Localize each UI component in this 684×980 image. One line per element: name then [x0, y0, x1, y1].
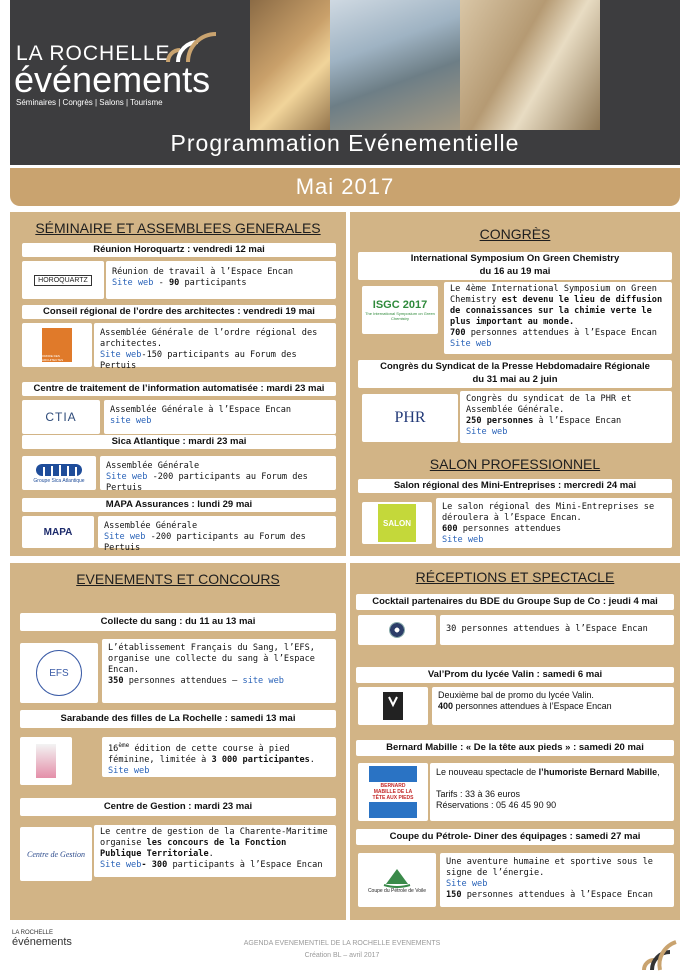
banner-photo-stone-columns [460, 0, 600, 130]
receptions-title: RÉCEPTIONS ET SPECTACLE [415, 569, 615, 585]
site-web-link[interactable]: Site web [442, 535, 484, 545]
bernard-mabille-poster: BERNARD MABILLE DE LA TÊTE AUX PIEDS [358, 763, 428, 821]
footer-logo [12, 930, 92, 970]
header-banner [10, 0, 680, 165]
event-header: Collecte du sang : du 11 au 13 mai [20, 613, 336, 631]
site-web-link[interactable]: Site web [100, 860, 142, 870]
event-header: Salon régional des Mini-Entreprises : mercredi 24 mai [358, 479, 672, 493]
event-description: Assemblée Générale Site web -200 participants au Forum des Pertuis [100, 456, 336, 490]
event-description: Le salon régional des Mini-Entreprises se déroulera à l’Espace Encan. 600 personnes attendues Site web [436, 498, 672, 548]
event-header: Congrès du Syndicat de la Presse Hebdomadaire Régionale du 31 mai au 2 juin [358, 360, 672, 388]
efs-logo: EFS [20, 643, 98, 703]
ctia-logo: CTIA [22, 400, 100, 434]
footer-arcs-icon [638, 928, 678, 974]
site-web-link[interactable]: site web [242, 676, 284, 686]
evenements-title: EVENEMENTS ET CONCOURS [76, 571, 280, 587]
site-web-link[interactable]: Site web [466, 427, 508, 437]
salon-title: SALON PROFESSIONNEL [429, 456, 601, 472]
event-description: Congrès du syndicat de la PHR et Assemblée Générale. 250 personnes à l’Espace Encan Site web [460, 391, 672, 443]
horoquartz-logo: HOROQUARTZ [22, 261, 104, 299]
sica-logo: Groupe Sica Atlantique [22, 456, 96, 490]
coupe-petrole-logo: Coupe du Pétrole de Voile [358, 853, 436, 907]
sarabande-logo [20, 737, 72, 785]
salon-logo: SALON [362, 502, 432, 544]
seminaires-panel [10, 212, 346, 556]
footer-logo-line2: événements [12, 936, 72, 948]
architectes-logo: ORDRE DES ARCHITECTES [22, 323, 92, 367]
event-description: Le centre de gestion de la Charente-Maritime organise les concours de la Fonction Publique Territoriale. Site web- 300 participants à l’Espace Encan [94, 825, 336, 877]
event-description: Deuxième bal de promo du lycée Valin. 400 personnes attendues à l’Espace Encan [432, 687, 674, 725]
brand-arcs-icon [160, 22, 220, 72]
month-label: Mai 2017 [295, 174, 395, 199]
seminaires-title: SÉMINAIRE ET ASSEMBLEES GENERALES [35, 220, 321, 236]
event-header: Coupe du Pétrole- Diner des équipages : samedi 27 mai [356, 829, 674, 845]
event-header: Sica Atlantique : mardi 23 mai [22, 435, 336, 449]
congres-title: CONGRÈS [479, 226, 551, 242]
site-web-link[interactable]: Site web [104, 532, 146, 542]
mapa-logo: MAPA [22, 516, 94, 548]
site-web-link[interactable]: Site web [112, 278, 154, 288]
page-title: Programmation Evénementielle [170, 130, 520, 156]
footer-agenda: AGENDA EVENEMENTIEL DE LA ROCHELLE EVENEMENTS [243, 940, 441, 947]
centre-gestion-logo: Centre de Gestion [20, 827, 92, 881]
month-bar [10, 168, 680, 206]
event-description: Assemblée Générale de l’ordre régional des architectes. Site web-150 participants au Forum des Pertuis [94, 323, 336, 367]
phr-logo: PHR [362, 394, 458, 442]
event-header: Centre de traitement de l’information automatisée : mardi 23 mai [22, 382, 336, 396]
event-description: Une aventure humaine et sportive sous le signe de l’énergie. Site web 150 personnes attendues à l’Espace Encan [440, 853, 674, 907]
event-description: Réunion de travail à l’Espace Encan Site web - 90 participants [106, 261, 336, 299]
evenements-panel [10, 563, 346, 920]
brand-line2: événements [14, 59, 211, 100]
event-description: 30 personnes attendues à l’Espace Encan [440, 615, 674, 645]
event-header: Bernard Mabille : « De la tête aux pieds » : samedi 20 mai [356, 740, 674, 756]
banner-photo-harbour [330, 0, 465, 130]
brand-line1: LA ROCHELLE [16, 42, 171, 65]
event-description: Le nouveau spectacle de l’humoriste Bernard Mabille, Tarifs : 33 à 36 euros Réservations : 05 46 45 90 90 [430, 763, 674, 821]
event-description: Le 4ème International Symposium on Green Chemistry est devenu le lieu de diffusion de connaissances sur la chimie verte le plus important au monde. 700 personnes attendues à l’Espace Encan Site web [444, 282, 672, 354]
event-header: Cocktail partenaires du BDE du Groupe Sup de Co : jeudi 4 mai [356, 594, 674, 610]
site-web-link[interactable]: Site web [446, 879, 488, 889]
event-header: Sarabande des filles de La Rochelle : samedi 13 mai [20, 710, 336, 728]
event-header: International Symposium On Green Chemistry du 16 au 19 mai [358, 252, 672, 280]
congres-panel [350, 212, 680, 556]
site-web-link[interactable]: Site web [100, 350, 142, 360]
event-description: L’établissement Français du Sang, l’EFS, organise une collecte du sang à l’Espace Encan. 350 personnes attendues – site web [102, 639, 336, 703]
receptions-panel [350, 563, 680, 920]
footer-credit: Création BL – avril 2017 [304, 952, 380, 959]
isgc-logo: ISGC 2017 The International Symposium on Green Chemistry [362, 286, 438, 334]
site-web-link[interactable]: Site web [108, 765, 150, 776]
event-header: Conseil régional de l’ordre des architectes : vendredi 19 mai [22, 305, 336, 319]
event-header: MAPA Assurances : lundi 29 mai [22, 498, 336, 512]
site-web-link[interactable]: site web [110, 416, 152, 426]
event-header: Réunion Horoquartz : vendredi 12 mai [22, 243, 336, 257]
site-web-link[interactable]: Site web [450, 339, 492, 349]
event-description: Assemblée Générale Site web -200 participants au Forum des Pertuis [98, 516, 336, 548]
event-description: Assemblée Générale à l’Espace Encan site web [104, 400, 336, 434]
event-header: Val’Prom du lycée Valin : samedi 6 mai [356, 667, 674, 683]
brand-tagline: Séminaires | Congrès | Salons | Tourisme [16, 98, 163, 107]
event-header: Centre de Gestion : mardi 23 mai [20, 798, 336, 816]
valprom-logo [358, 687, 428, 725]
footer-logo-line1: LA ROCHELLE [12, 930, 54, 936]
sup-de-co-logo [358, 615, 436, 645]
site-web-link[interactable]: Site web [106, 472, 148, 482]
event-description: 16ème édition de cette course à pied féminine, limitée à 3 000 participantes. Site web [102, 737, 336, 777]
